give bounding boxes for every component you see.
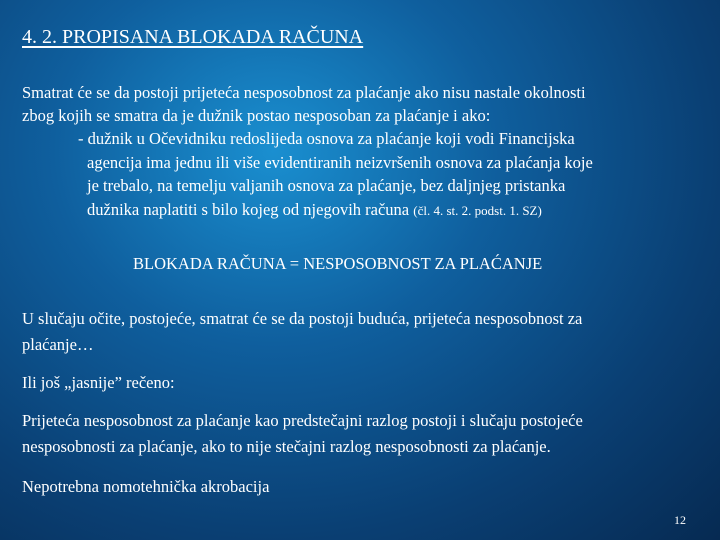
bullet-line: dužnika naplatiti s bilo kojeg od njegovih računa xyxy=(87,199,410,219)
bullet-line-with-citation xyxy=(78,198,718,223)
equation-statement: BLOKADA RAČUNA = NESPOSOBNOST ZA PLAĆANJE xyxy=(133,254,543,273)
clearer-intro: Ili još „jasnije” rečeno: xyxy=(22,373,175,392)
conclusion-text: Nepotrebna nomotehnička akrobacija xyxy=(22,477,270,496)
page-number: 12 xyxy=(674,513,686,527)
bullet-line: agencija ima jednu ili više evidentiranih neizvršenih osnova za plaćanja koje xyxy=(87,152,593,172)
legal-citation: (čl. 4. st. 2. podst. 1. SZ) xyxy=(413,202,542,218)
imminent-paragraph xyxy=(22,408,712,460)
condition-bullet xyxy=(78,127,718,222)
intro-paragraph xyxy=(22,81,712,127)
intro-line: zbog kojih se smatra da je dužnik postao nesposoban za plaćanje i ako: xyxy=(22,106,491,125)
certain-case-line: U slučaju očite, postojeće, smatrat će se da postoji buduća, prijeteća nesposobnost za xyxy=(22,309,583,328)
slide-title: 4. 2. PROPISANA BLOKADA RAČUNA xyxy=(22,26,364,48)
certain-case-line: plaćanje… xyxy=(22,335,94,354)
bullet-line: - dužnik u Očevidniku redoslijeda osnova za plaćanje koji vodi Financijska xyxy=(78,129,575,148)
imminent-line: nesposobnosti za plaćanje, ako to nije stečajni razlog nesposobnosti za plaćanje. xyxy=(22,437,551,456)
certain-case-paragraph xyxy=(22,306,712,358)
intro-line: Smatrat će se da postoji prijeteća nesposobnost za plaćanje ako nisu nastale okolnosti xyxy=(22,83,586,102)
imminent-line: Prijeteća nesposobnost za plaćanje kao predstečajni razlog postoji i slučaju postojeće xyxy=(22,411,583,430)
bullet-line: je trebalo, na temelju valjanih osnova za plaćanje, bez daljnjeg pristanka xyxy=(87,176,566,195)
